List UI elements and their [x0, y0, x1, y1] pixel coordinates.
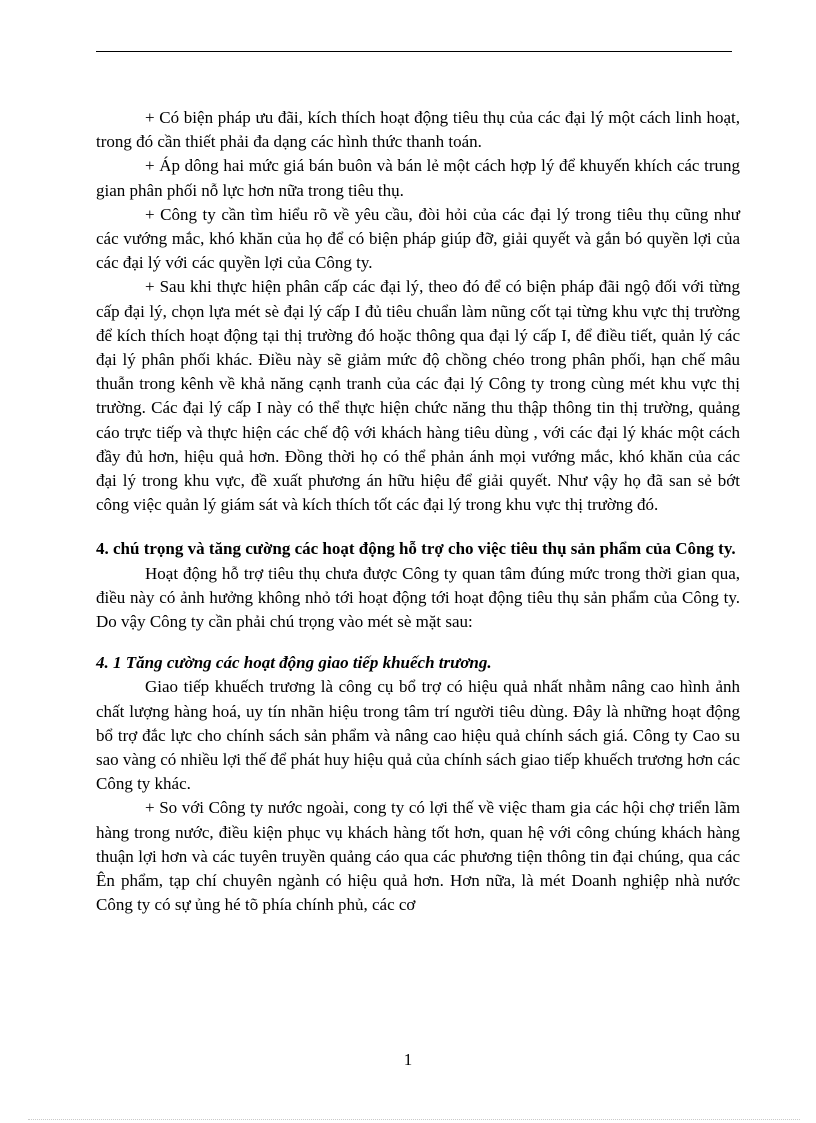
paragraph: + Sau khi thực hiện phân cấp các đại lý, theo đó để có biện pháp đãi ngộ đối với từng cấp đại lý, chọn lựa mét sè đại lý cấp I đủ tiêu chuẩn làm nũng cốt tại từng khu vực thị trường để kích thích hoạt động tại thị trường đó hoặc thông qua đại lý cấp I, để điều tiết, quản lý các đại lý phân phối khác. Điều này sẽ giảm mức độ chồng chéo trong phân phối, hạn chế mâu thuẫn trong kênh về khả năng cạnh tranh của các đại lý Công ty trong cùng mét khu vực thị trường. Các đại lý cấp I này có thể thực hiện chức năng thu thập thông tin thị trường, quảng cáo trực tiếp và thực hiện các chế độ với khách hàng tiêu dùng , với các đại lý khác một cách đầy đủ hơn, hiệu quả hơn. Đồng thời họ có thể phản ánh mọi vướng mắc, khó khăn của các đại lý trong khu vực, đề xuất phương án hữu hiệu để giải quyết. Như vậy họ đã san sẻ bớt công việc quản lý giám sát và kích thích tốt các đại lý trong khu vực thị trường đó.	[96, 277, 740, 515]
paragraph: + Áp dông hai mức giá bán buôn và bán lẻ một cách hợp lý để khuyến khích các trung gian phân phối nỗ lực hơn nữa trong tiêu thụ.	[96, 156, 740, 200]
page-bottom-border	[28, 1119, 800, 1120]
paragraph: + Có biện pháp ưu đãi, kích thích hoạt động tiêu thụ của các đại lý một cách linh hoạt, trong đó cần thiết phải đa dạng các hình thức thanh toán.	[96, 108, 740, 152]
paragraph: + Công ty cần tìm hiểu rõ về yêu cầu, đòi hỏi của các đại lý trong tiêu thụ cũng như các vướng mắc, khó khăn của họ để có biện pháp giúp đỡ, giải quyết và gắn bó quyền lợi của các đại lý với các quyền lợi của Công ty.	[96, 204, 740, 273]
subsection-heading: 4. 1 Tăng cường các hoạt động giao tiếp khuếch trương.	[96, 653, 492, 673]
paragraph: Giao tiếp khuếch trương là công cụ bổ trợ có hiệu quả nhất nhằm nâng cao hình ảnh chất lượng hàng hoá, uy tín nhãn hiệu trong tâm trí người tiêu dùng. Đây là những hoạt động bổ trợ đắc lực cho chính sách sản phẩm và nâng cao hiệu quả chính sách giá. Công ty Cao su sao vàng có nhiều lợi thế để phát huy hiệu quả của chính sách giao tiếp khuếch trương hơn các Công ty khác.	[96, 677, 740, 794]
section-heading: 4. chú trọng và tăng cường các hoạt động hỗ trợ cho việc tiêu thụ sản phẩm của Công ty.	[96, 539, 736, 559]
header-rule	[96, 51, 732, 52]
paragraph: + So với Công ty nước ngoài, cong ty có lợi thế về việc tham gia các hội chợ triển lãm hàng trong nước, điều kiện phục vụ khách hàng tốt hơn, quan hệ với công chúng khách hàng thuận lợi hơn và các tuyên truyền quảng cáo qua các phương tiện thông tin đại chúng, qua các Ên phẩm, tạp chí chuyên ngành có hiệu quả hơn. Hơn nữa, là mét Doanh nghiệp nhà nước Công ty có sự ủng hé tõ phía chính phủ, các cơ	[96, 798, 740, 915]
document-body	[96, 106, 740, 918]
page-number: 1	[403, 1050, 413, 1069]
paragraph: Hoạt động hỗ trợ tiêu thụ chưa được Công ty quan tâm đúng mức trong thời gian qua, điều này có ảnh hưởng không nhỏ tới hoạt động tới hoạt động tiêu thụ sản phẩm của Công ty. Do vậy Công ty cần phải chú trọng vào mét sè mặt sau:	[96, 563, 740, 632]
